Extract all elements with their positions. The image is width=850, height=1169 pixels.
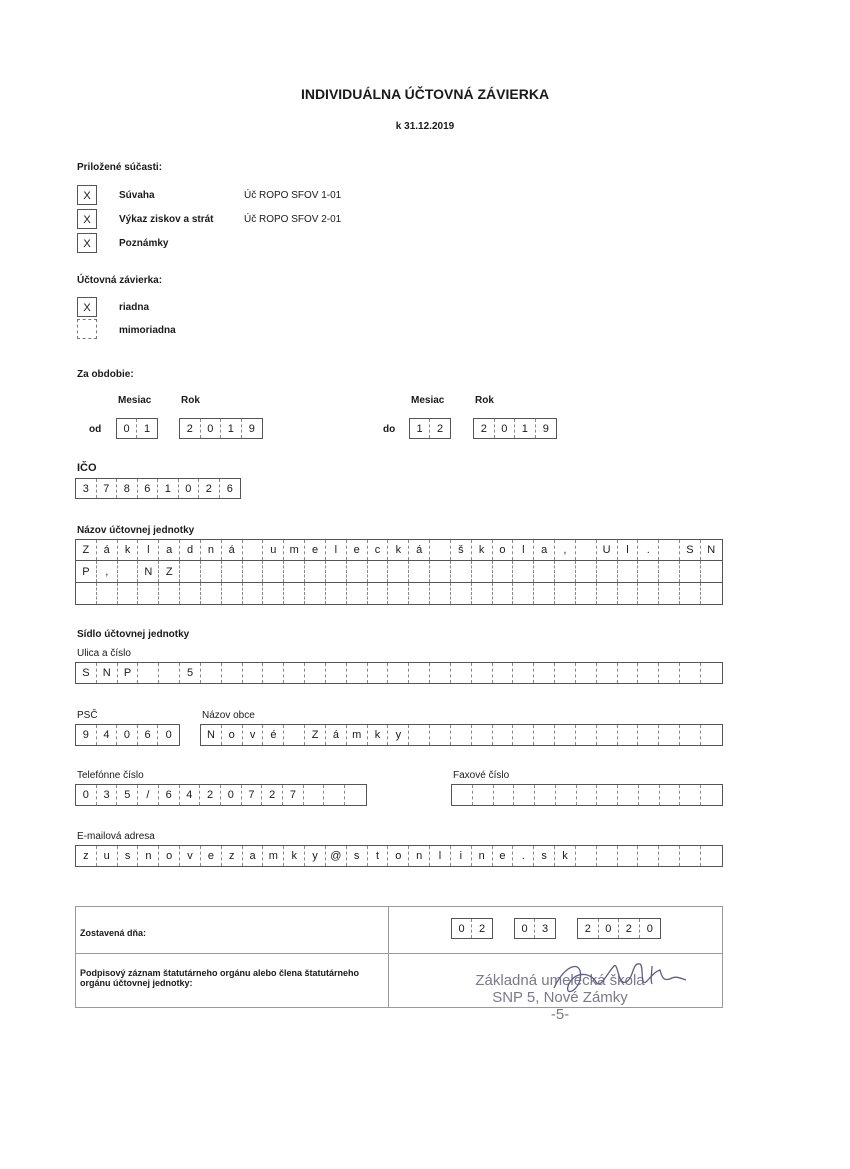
psc-label: PSČ xyxy=(77,710,98,721)
entity-name-row-1-cell: S xyxy=(680,540,701,560)
entity-name-row-3-cell xyxy=(263,583,284,604)
entity-name-row-2-cell xyxy=(118,561,139,582)
street-field-cell xyxy=(222,663,243,683)
compiled-month-field-cell: 3 xyxy=(541,922,549,935)
statement-label-extraordinary: mimoriadna xyxy=(119,325,176,336)
entity-name-row-2-cell xyxy=(201,561,222,582)
period-to-month-field-cell: 2 xyxy=(436,422,444,435)
ico-field[interactable] xyxy=(75,478,241,499)
email-field-cell: n xyxy=(138,846,159,866)
compiled-day-field-cell: 0 xyxy=(452,919,472,938)
email-field-cell: t xyxy=(368,846,389,866)
email-field-cell: a xyxy=(243,846,264,866)
report-date: k 31.12.2019 xyxy=(395,121,455,132)
entity-name-row-2-cell xyxy=(493,561,514,582)
entity-name-row-3-cell xyxy=(472,583,493,604)
city-field-cell xyxy=(680,725,701,745)
entity-name-row-3-cell xyxy=(451,583,472,604)
period-to-year-field-cell: 2 xyxy=(474,419,495,438)
entity-name-row-2-cell xyxy=(555,561,576,582)
city-field-cell xyxy=(555,725,576,745)
phone-field-cell xyxy=(304,785,325,805)
entity-name-row-1-cell: l xyxy=(618,540,639,560)
stamp-line-1: Základná umelecká škola xyxy=(475,972,645,989)
entity-name-row-2-cell xyxy=(618,561,639,582)
street-field-cell xyxy=(576,663,597,683)
entity-name-row-3-cell xyxy=(659,583,680,604)
entity-name-row-3-cell xyxy=(201,583,222,604)
entity-name-row-3-cell xyxy=(284,583,305,604)
email-field-cell xyxy=(638,846,659,866)
email-field-cell: n xyxy=(472,846,493,866)
entity-name-row-3-cell xyxy=(638,583,659,604)
fax-field-cell xyxy=(597,785,618,805)
entity-name-row-1-cell: a xyxy=(159,540,180,560)
entity-name-row-2-cell xyxy=(388,561,409,582)
email-field-cell: s xyxy=(534,846,555,866)
email-field-cell xyxy=(597,846,618,866)
city-field-cell xyxy=(493,725,514,745)
email-field-cell: e xyxy=(493,846,514,866)
period-from-year-field-cell: 9 xyxy=(248,422,255,435)
entity-name-row-2-cell xyxy=(305,561,326,582)
statement-checkbox-regular[interactable]: X xyxy=(77,297,97,317)
entity-name-row-1-cell: N xyxy=(707,544,716,556)
entity-name-row-3-cell xyxy=(326,583,347,604)
entity-name-row-2-cell xyxy=(430,561,451,582)
fax-field-cell xyxy=(618,785,639,805)
entity-name-row-3-cell xyxy=(159,583,180,604)
entity-name-row-1-cell: o xyxy=(493,540,514,560)
period-to-label: do xyxy=(383,424,396,435)
phone-field-cell: 7 xyxy=(283,785,304,805)
city-field-cell: y xyxy=(388,725,409,745)
period-to-year-field-cell: 9 xyxy=(542,422,549,435)
entity-name-row-3-cell xyxy=(388,583,409,604)
statement-type-heading: Účtovná závierka: xyxy=(77,275,163,286)
email-field-cell: u xyxy=(97,846,118,866)
phone-field-cell xyxy=(345,785,366,805)
phone-field-cell: 3 xyxy=(97,785,118,805)
entity-name-row-1-cell: Z xyxy=(76,540,97,560)
entity-name-row-1-cell: á xyxy=(97,540,118,560)
fax-field-cell xyxy=(556,785,577,805)
attachment-code-suvaha: Úč ROPO SFOV 1-01 xyxy=(244,190,342,201)
attachment-label-suvaha: Súvaha xyxy=(119,190,155,201)
email-field-cell: l xyxy=(430,846,451,866)
fax-field-cell xyxy=(701,785,722,805)
entity-name-row-2-cell xyxy=(534,561,555,582)
street-field-cell xyxy=(680,663,701,683)
phone-label: Telefónne číslo xyxy=(77,770,144,781)
period-to-year-field[interactable] xyxy=(473,418,557,439)
attachment-checkbox-poznamky[interactable]: X xyxy=(77,233,97,253)
entity-name-row-1[interactable] xyxy=(75,539,723,561)
street-field-cell xyxy=(326,663,347,683)
street-field-cell xyxy=(243,663,264,683)
entity-name-row-2[interactable] xyxy=(75,561,723,583)
street-field-cell xyxy=(534,663,555,683)
email-field-cell: n xyxy=(409,846,430,866)
period-to-month-field-cell: 1 xyxy=(410,419,430,438)
statement-checkbox-extraordinary[interactable] xyxy=(77,319,97,339)
city-field[interactable] xyxy=(200,724,723,746)
email-field-cell: i xyxy=(451,846,472,866)
ico-field-cell: 6 xyxy=(226,482,233,495)
page-title: INDIVIDUÁLNA ÚČTOVNÁ ZÁVIERKA xyxy=(300,86,550,102)
psc-field-cell: 0 xyxy=(117,725,138,745)
entity-name-row-3-cell xyxy=(118,583,139,604)
email-field-cell xyxy=(701,846,722,866)
entity-name-row-3[interactable] xyxy=(75,583,723,605)
period-to-month-label: Mesiac xyxy=(411,395,445,406)
fax-field-cell xyxy=(577,785,598,805)
fax-field-cell xyxy=(660,785,681,805)
street-field-cell xyxy=(388,663,409,683)
entity-name-row-2-cell: , xyxy=(97,561,118,582)
street-field-cell xyxy=(368,663,389,683)
email-field-cell: m xyxy=(263,846,284,866)
entity-name-row-3-cell xyxy=(222,583,243,604)
entity-name-row-1-cell: l xyxy=(138,540,159,560)
entity-name-row-1-cell: m xyxy=(284,540,305,560)
statement-label-regular: riadna xyxy=(119,302,150,313)
ico-field-cell: 6 xyxy=(138,479,159,498)
street-field-cell xyxy=(701,663,722,683)
period-from-label: od xyxy=(89,424,102,435)
phone-field-cell: 7 xyxy=(242,785,263,805)
period-heading: Za obdobie: xyxy=(77,369,134,380)
email-field-cell: e xyxy=(201,846,222,866)
entity-name-row-1-cell: e xyxy=(305,540,326,560)
period-from-year-label: Rok xyxy=(181,395,200,406)
street-field[interactable] xyxy=(75,662,723,684)
entity-name-row-1-cell: , xyxy=(555,540,576,560)
period-to-year-label: Rok xyxy=(475,395,494,406)
entity-name-row-1-cell xyxy=(659,540,680,560)
entity-name-row-1-cell: k xyxy=(388,540,409,560)
entity-name-row-2-cell xyxy=(576,561,597,582)
handwritten-signature xyxy=(548,952,698,1012)
entity-name-row-3-cell xyxy=(597,583,618,604)
phone-field-cell: 2 xyxy=(200,785,221,805)
attachment-checkbox-suvaha[interactable]: X xyxy=(77,185,97,205)
entity-name-row-1-cell: š xyxy=(451,540,472,560)
attachments-heading: Priložené súčasti: xyxy=(77,162,163,173)
street-field-cell xyxy=(451,663,472,683)
phone-field-cell: / xyxy=(138,785,159,805)
entity-name-row-2-cell: N xyxy=(138,561,159,582)
entity-name-row-1-cell: . xyxy=(638,540,659,560)
entity-name-row-1-cell xyxy=(576,540,597,560)
city-field-cell xyxy=(472,725,493,745)
entity-name-row-3-cell xyxy=(138,583,159,604)
city-field-cell: N xyxy=(201,725,222,745)
compiled-label: Zostavená dňa: xyxy=(80,928,147,938)
entity-name-label: Názov účtovnej jednotky xyxy=(77,525,195,536)
email-field-cell: o xyxy=(159,846,180,866)
email-field-cell: v xyxy=(180,846,201,866)
street-field-cell xyxy=(493,663,514,683)
city-field-cell xyxy=(701,725,722,745)
compiled-year-field-cell: 2 xyxy=(619,919,640,938)
entity-name-row-3-cell xyxy=(305,583,326,604)
entity-name-row-2-cell xyxy=(701,561,722,582)
entity-name-row-2-cell xyxy=(326,561,347,582)
street-field-cell xyxy=(347,663,368,683)
phone-field-cell: 0 xyxy=(221,785,242,805)
ico-field-cell: 0 xyxy=(179,479,200,498)
city-field-cell: k xyxy=(368,725,389,745)
compiled-year-field[interactable] xyxy=(577,918,661,939)
ico-field-cell: 1 xyxy=(158,479,179,498)
period-to-year-field-cell: 0 xyxy=(495,419,516,438)
entity-name-row-1-cell: U xyxy=(597,540,618,560)
entity-name-row-3-cell xyxy=(347,583,368,604)
period-from-year-field-cell: 1 xyxy=(221,419,242,438)
street-field-cell xyxy=(305,663,326,683)
compiled-day-field[interactable] xyxy=(451,918,493,939)
street-field-cell xyxy=(555,663,576,683)
entity-name-row-1-cell: n xyxy=(201,540,222,560)
period-from-month-label: Mesiac xyxy=(118,395,152,406)
fax-field-cell xyxy=(639,785,660,805)
compiled-year-field-cell: 0 xyxy=(599,919,620,938)
email-field-cell: z xyxy=(222,846,243,866)
street-field-cell xyxy=(409,663,430,683)
email-field-cell xyxy=(618,846,639,866)
entity-name-row-3-cell xyxy=(555,583,576,604)
email-field-cell: y xyxy=(305,846,326,866)
street-field-cell: P xyxy=(118,663,139,683)
signature-divider xyxy=(388,906,389,1008)
email-field-cell xyxy=(680,846,701,866)
period-from-year-field[interactable] xyxy=(179,418,263,439)
entity-name-row-2-cell xyxy=(638,561,659,582)
street-field-cell xyxy=(659,663,680,683)
phone-field-cell: 6 xyxy=(159,785,180,805)
ico-field-cell: 2 xyxy=(199,479,220,498)
entity-name-row-2-cell xyxy=(368,561,389,582)
email-field-cell: @ xyxy=(326,846,347,866)
compiled-month-field[interactable] xyxy=(514,918,556,939)
phone-field-cell: 2 xyxy=(262,785,283,805)
psc-field[interactable] xyxy=(75,724,180,746)
email-field[interactable] xyxy=(75,845,723,867)
email-field-cell: k xyxy=(284,846,305,866)
email-field-cell xyxy=(576,846,597,866)
fax-label: Faxové číslo xyxy=(453,770,510,781)
entity-name-row-1-cell: a xyxy=(534,540,555,560)
attachment-checkbox-vykaz[interactable]: X xyxy=(77,209,97,229)
street-field-cell xyxy=(597,663,618,683)
entity-name-row-2-cell xyxy=(451,561,472,582)
signature-label: Podpisový záznam štatutárneho orgánu alebo člena štatutárneho orgánu účtovnej jednotky: xyxy=(80,968,360,988)
period-from-month-field-cell: 0 xyxy=(117,419,137,438)
email-field-cell: s xyxy=(347,846,368,866)
entity-name-row-2-cell xyxy=(263,561,284,582)
entity-name-row-3-cell xyxy=(243,583,264,604)
fax-field[interactable] xyxy=(451,784,723,806)
email-field-cell: . xyxy=(513,846,534,866)
city-field-cell xyxy=(534,725,555,745)
entity-name-row-2-cell xyxy=(180,561,201,582)
period-to-year-field-cell: 1 xyxy=(515,419,536,438)
entity-name-row-3-cell xyxy=(680,583,701,604)
entity-name-row-3-cell xyxy=(534,583,555,604)
ico-field-cell: 8 xyxy=(117,479,138,498)
email-label: E-mailová adresa xyxy=(77,831,155,842)
entity-name-row-3-cell xyxy=(76,583,97,604)
street-field-cell: S xyxy=(76,663,97,683)
email-field-cell: o xyxy=(388,846,409,866)
street-field-cell xyxy=(138,663,159,683)
phone-field-cell xyxy=(324,785,345,805)
entity-name-row-1-cell: l xyxy=(326,540,347,560)
ico-field-cell: 7 xyxy=(97,479,118,498)
psc-field-cell: 4 xyxy=(97,725,118,745)
entity-name-row-2-cell xyxy=(243,561,264,582)
entity-name-row-2-cell xyxy=(659,561,680,582)
entity-name-row-2-cell xyxy=(513,561,534,582)
street-field-cell xyxy=(284,663,305,683)
entity-name-row-3-cell xyxy=(97,583,118,604)
entity-name-row-1-cell xyxy=(430,540,451,560)
city-field-cell: Z xyxy=(305,725,326,745)
street-field-cell xyxy=(201,663,222,683)
entity-name-row-3-cell xyxy=(513,583,534,604)
entity-name-row-2-cell: P xyxy=(76,561,97,582)
city-field-cell xyxy=(597,725,618,745)
page-number: -5- xyxy=(550,1006,570,1023)
city-field-cell xyxy=(284,725,305,745)
city-field-cell xyxy=(430,725,451,745)
fax-field-cell xyxy=(680,785,701,805)
ico-label: IČO xyxy=(77,462,97,474)
entity-name-row-1-cell: e xyxy=(347,540,368,560)
city-field-cell xyxy=(513,725,534,745)
entity-name-row-3-cell xyxy=(430,583,451,604)
city-field-cell xyxy=(618,725,639,745)
entity-name-row-1-cell: k xyxy=(118,540,139,560)
city-field-cell xyxy=(409,725,430,745)
entity-name-row-3-cell xyxy=(701,583,722,604)
fax-field-cell xyxy=(473,785,494,805)
entity-name-row-3-cell xyxy=(409,583,430,604)
email-field-cell xyxy=(659,846,680,866)
psc-field-cell: 6 xyxy=(138,725,159,745)
period-from-year-field-cell: 0 xyxy=(201,419,222,438)
street-field-cell xyxy=(513,663,534,683)
compiled-month-field-cell: 0 xyxy=(515,919,535,938)
entity-name-row-1-cell: c xyxy=(368,540,389,560)
psc-field-cell: 9 xyxy=(76,725,97,745)
compiled-day-field-cell: 2 xyxy=(478,922,486,935)
fax-field-cell xyxy=(514,785,535,805)
street-label: Ulica a číslo xyxy=(77,648,131,659)
city-field-cell: m xyxy=(347,725,368,745)
period-from-year-field-cell: 2 xyxy=(180,419,201,438)
fax-field-cell xyxy=(494,785,515,805)
entity-name-row-3-cell xyxy=(618,583,639,604)
entity-name-row-3-cell xyxy=(493,583,514,604)
city-field-cell xyxy=(451,725,472,745)
fax-field-cell xyxy=(452,785,473,805)
entity-name-row-1-cell: á xyxy=(222,540,243,560)
city-field-cell: á xyxy=(326,725,347,745)
entity-name-row-2-cell xyxy=(347,561,368,582)
city-field-cell: v xyxy=(243,725,264,745)
email-field-cell: s xyxy=(118,846,139,866)
phone-field[interactable] xyxy=(75,784,367,806)
entity-name-row-2-cell: Z xyxy=(159,561,180,582)
city-field-cell xyxy=(659,725,680,745)
street-field-cell xyxy=(618,663,639,683)
period-from-month-field[interactable] xyxy=(116,418,158,439)
street-field-cell xyxy=(472,663,493,683)
seat-heading: Sídlo účtovnej jednotky xyxy=(77,629,190,640)
entity-name-row-1-cell: l xyxy=(513,540,534,560)
attachment-label-vykaz: Výkaz ziskov a strát xyxy=(119,214,214,225)
phone-field-cell: 4 xyxy=(180,785,201,805)
phone-field-cell: 0 xyxy=(76,785,97,805)
phone-field-cell: 5 xyxy=(117,785,138,805)
city-field-cell xyxy=(576,725,597,745)
street-field-cell xyxy=(638,663,659,683)
email-field-cell: z xyxy=(76,846,97,866)
entity-name-row-1-cell: d xyxy=(180,540,201,560)
period-to-month-field[interactable] xyxy=(409,418,451,439)
entity-name-row-2-cell xyxy=(597,561,618,582)
street-field-cell xyxy=(159,663,180,683)
stamp-line-2: SNP 5, Nové Zámky xyxy=(492,989,628,1006)
entity-name-row-2-cell xyxy=(680,561,701,582)
ico-field-cell: 3 xyxy=(76,479,97,498)
entity-name-row-2-cell xyxy=(472,561,493,582)
email-field-cell: k xyxy=(555,846,576,866)
entity-name-row-3-cell xyxy=(368,583,389,604)
city-field-cell: é xyxy=(263,725,284,745)
street-field-cell: 5 xyxy=(180,663,201,683)
entity-name-row-1-cell: u xyxy=(263,540,284,560)
city-field-cell xyxy=(638,725,659,745)
attachment-label-poznamky: Poznámky xyxy=(119,238,169,249)
entity-name-row-3-cell xyxy=(576,583,597,604)
street-field-cell xyxy=(263,663,284,683)
compiled-year-field-cell: 2 xyxy=(578,919,599,938)
compiled-year-field-cell: 0 xyxy=(646,922,653,935)
entity-name-row-3-cell xyxy=(180,583,201,604)
entity-name-row-1-cell: k xyxy=(472,540,493,560)
entity-name-row-2-cell xyxy=(409,561,430,582)
entity-name-row-2-cell xyxy=(222,561,243,582)
entity-name-row-2-cell xyxy=(284,561,305,582)
attachment-code-vykaz: Úč ROPO SFOV 2-01 xyxy=(244,214,342,225)
period-from-month-field-cell: 1 xyxy=(143,422,151,435)
street-field-cell xyxy=(430,663,451,683)
psc-field-cell: 0 xyxy=(165,729,172,741)
entity-name-row-1-cell: á xyxy=(409,540,430,560)
entity-name-row-1-cell xyxy=(243,540,264,560)
city-field-cell: o xyxy=(222,725,243,745)
fax-field-cell xyxy=(535,785,556,805)
street-field-cell: N xyxy=(97,663,118,683)
city-label: Názov obce xyxy=(202,710,255,721)
